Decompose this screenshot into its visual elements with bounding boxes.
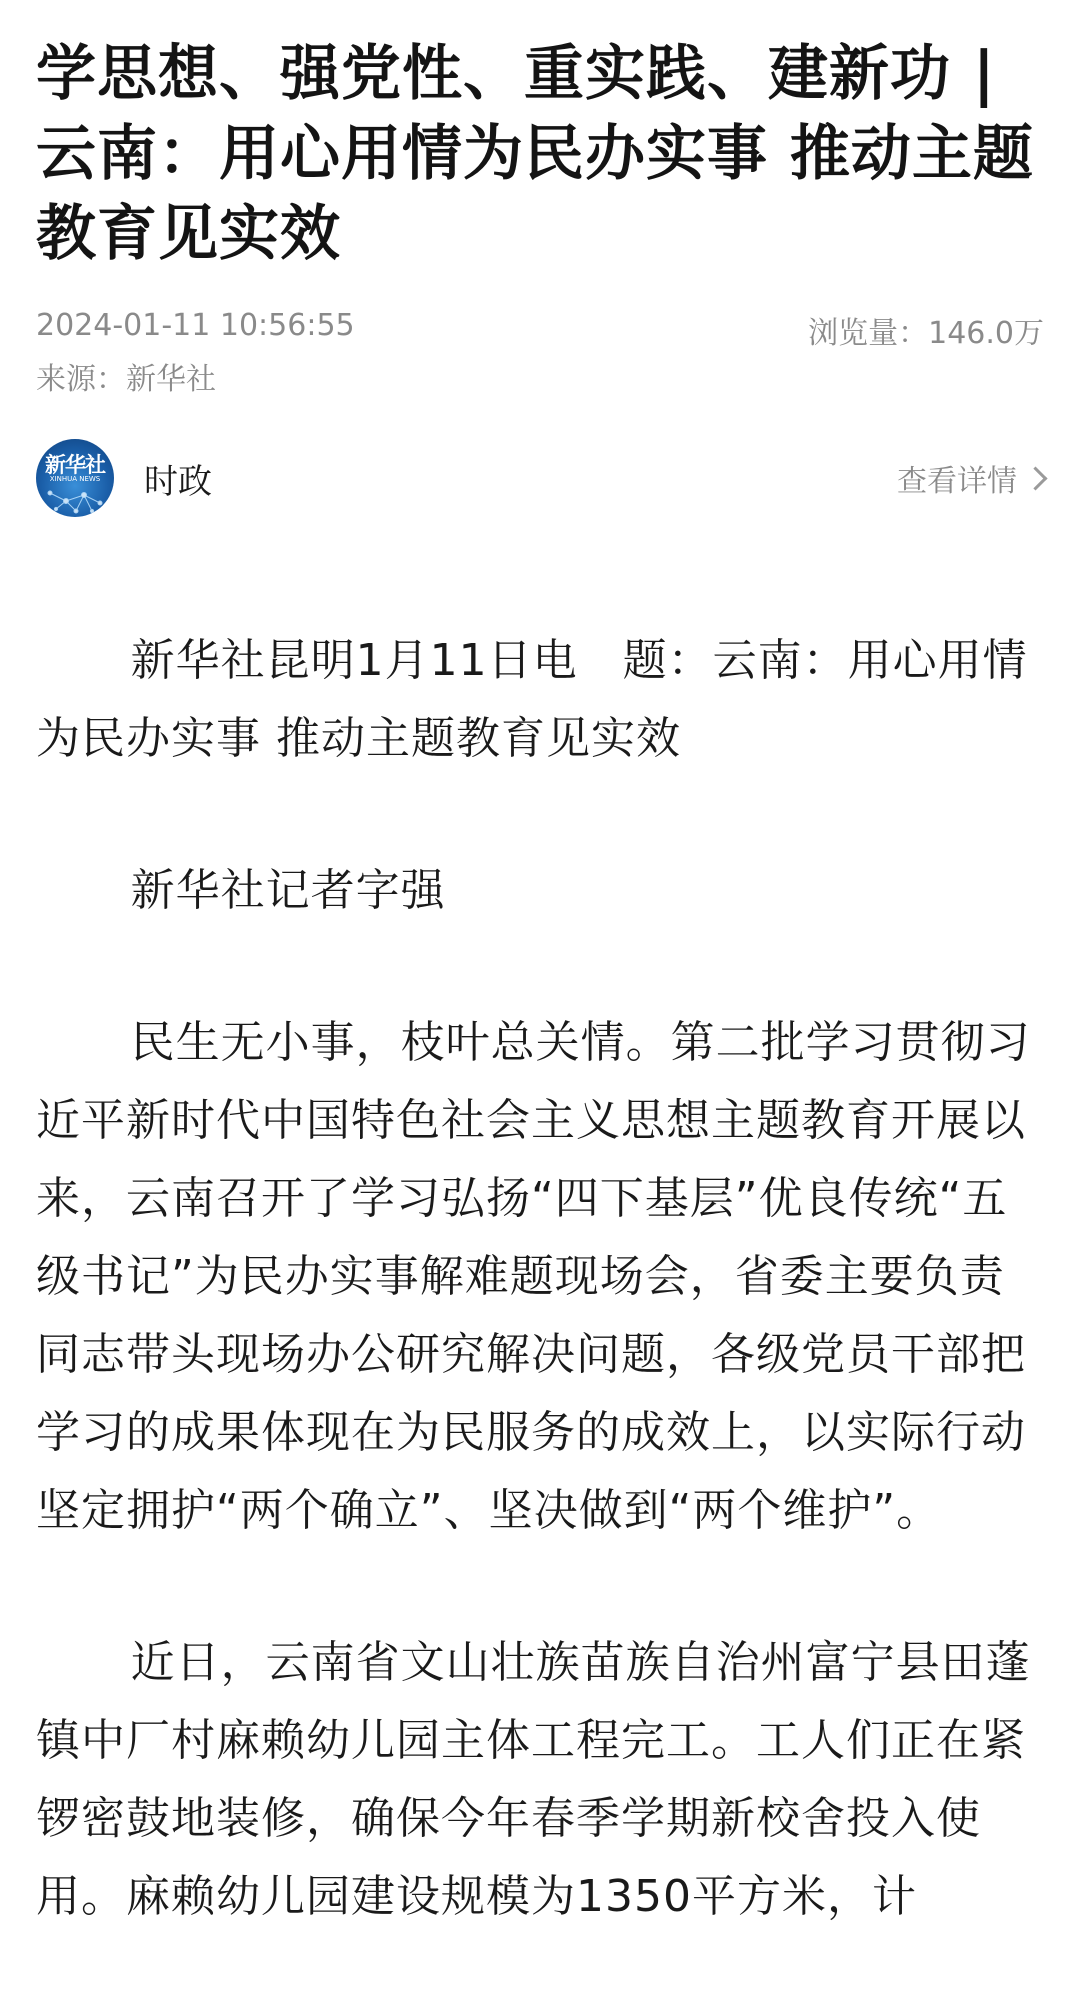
article-body: [36, 622, 1044, 2010]
publish-datetime: 2024-01-11 10:56:55: [36, 308, 355, 343]
paragraph: 近日，云南省文山壮族苗族自治州富宁县田蓬镇中厂村麻赖幼儿园主体工程完工。工人们正在紧锣密鼓地装修，确保今年春季学期新校舍投入使用。麻赖幼儿园建设规模为1350平方米，计: [36, 1637, 1031, 1922]
xinhua-logo-icon[interactable]: [36, 439, 114, 517]
paragraph: 民生无小事，枝叶总关情。第二批学习贯彻习近平新时代中国特色社会主义思想主题教育开展以来，云南召开了学习弘扬“四下基层”优良传统“五级书记”为民办实事解难题现场会，省委主要负责同志带头现场办公研究解决问题，各级党员干部把学习的成果体现在为民服务的成效上，以实际行动坚定拥护“两个确立”、坚决做到“两个维护”。: [36, 1017, 1031, 1536]
author-bar: [36, 438, 1044, 518]
chevron-right-icon: [1023, 466, 1047, 490]
logo-subtext: XINHUA NEWS: [49, 475, 101, 483]
paragraph: 新华社记者字强: [130, 865, 446, 916]
author-name[interactable]: 时政: [144, 461, 212, 502]
article-meta: [36, 308, 1044, 352]
article-source: 来源：新华社: [36, 362, 216, 397]
logo-text: 新华社: [45, 452, 105, 477]
article-title: 学思想、强党性、重实践、建新功 | 云南：用心用情为民办实事 推动主题教育见实效: [36, 39, 1034, 269]
view-count: 浏览量：146.0万: [808, 316, 1044, 351]
view-details-link[interactable]: [897, 456, 1044, 500]
view-details-label: 查看详情: [897, 464, 1017, 499]
network-graphic-icon: [36, 483, 114, 517]
article-source-row: [36, 354, 1044, 398]
paragraph: 新华社昆明1月11日电 题：云南：用心用情为民办实事 推动主题教育见实效: [36, 635, 1028, 764]
